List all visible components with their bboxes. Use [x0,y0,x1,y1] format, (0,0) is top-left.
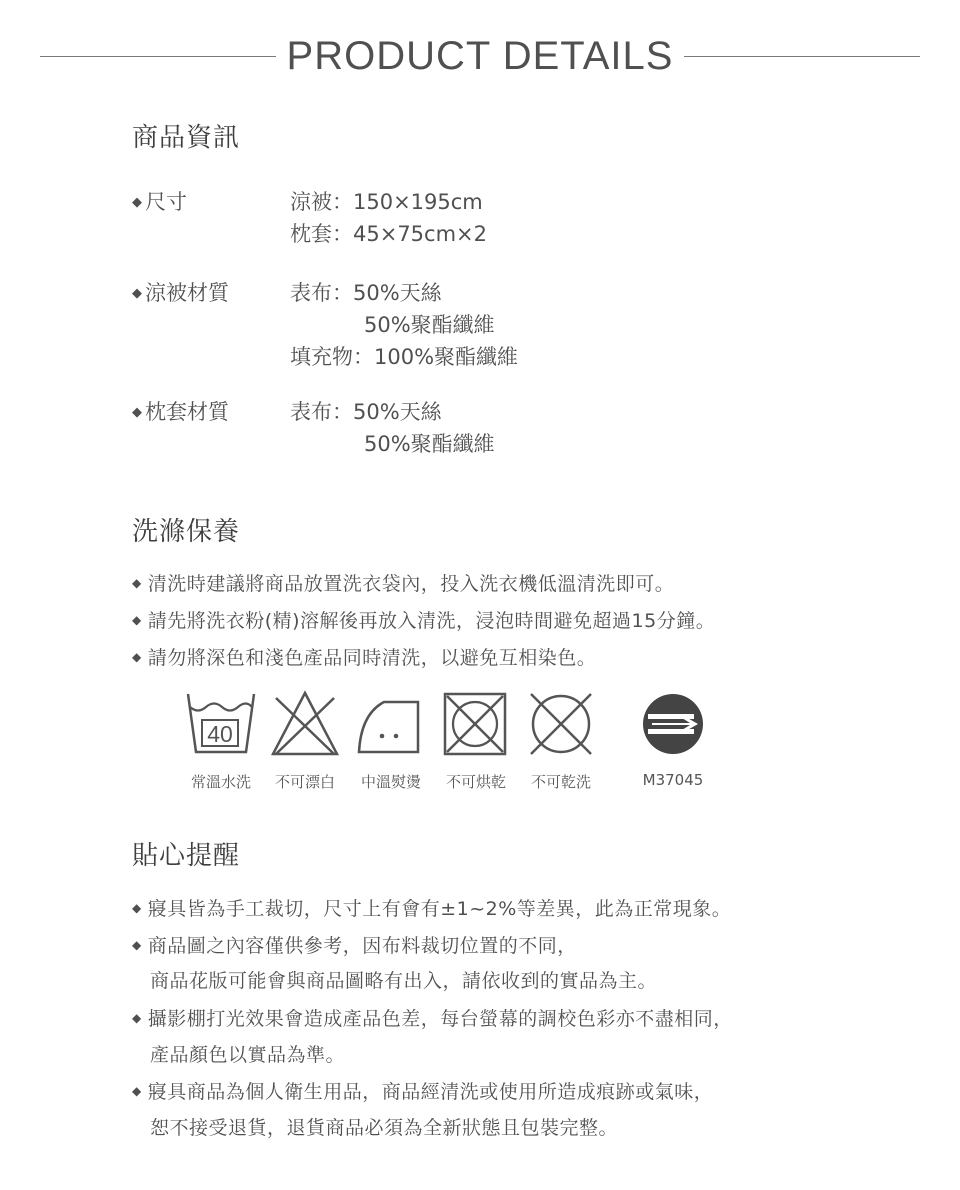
header-rule-left [40,56,276,57]
wash-40-icon [186,690,256,758]
care-label: 中溫熨燙 [360,773,421,791]
note-item: ◆ 商品圖之內容僅供參考，因布料裁切位置的不同， [132,935,577,957]
no-tumble-dry-icon [441,690,511,758]
diamond-bullet-icon: ◆ [132,286,142,301]
diamond-bullet-icon: ◆ [132,195,142,210]
spec-label-size: ◆ 尺寸 [132,190,187,214]
spec-value-line: 涼被：150×195cm [290,190,483,214]
note-item: ◆ 寢具皆為手工裁切，尺寸上有會有±1~2%等差異，此為正常現象。 [132,898,732,920]
spec-value-line: 50%聚酯纖維 [364,313,495,337]
diamond-bullet-icon: ◆ [132,901,142,915]
diamond-bullet-icon: ◆ [132,405,142,420]
diamond-bullet-icon: ◆ [132,650,142,664]
care-label: 常溫水洗 [190,773,251,791]
spec-value-line: 50%聚酯纖維 [364,432,495,456]
spec-value-line: 表布：50%天絲 [290,281,442,305]
note-item-continuation: 恕不接受退貨，退貨商品必須為全新狀態且包裝完整。 [150,1117,619,1139]
diamond-bullet-icon: ◆ [132,613,142,627]
spec-label-quilt-material: ◆ 涼被材質 [132,281,229,305]
washing-item: ◆ 請先將洗衣粉(精)溶解後再放入清洗，浸泡時間避免超過15分鐘。 [132,610,716,632]
diamond-bullet-icon: ◆ [132,1011,142,1025]
care-label: 不可漂白 [274,773,335,791]
notes-heading: 貼心提醒 [132,841,241,871]
iron-medium-icon [356,690,426,758]
note-item: ◆ 攝影棚打光效果會造成產品色差，每台螢幕的調校色彩亦不盡相同， [132,1008,733,1030]
diamond-bullet-icon: ◆ [132,576,142,590]
product-info-heading: 商品資訊 [132,123,241,153]
diamond-bullet-icon: ◆ [132,1084,142,1098]
note-item: ◆ 寢具商品為個人衛生用品，商品經清洗或使用所造成痕跡或氣味， [132,1081,714,1103]
spec-value-line: 填充物：100%聚酯纖維 [290,345,519,369]
washing-item: ◆ 請勿將深色和淺色產品同時清洗，以避免互相染色。 [132,647,597,669]
spec-value-line: 枕套：45×75cm×2 [290,222,487,246]
care-label: M37045 [642,771,704,789]
note-item-continuation: 商品花版可能會與商品圖略有出入，請依收到的實品為主。 [150,970,658,992]
page-header [40,30,920,86]
washing-item: ◆ 清洗時建議將商品放置洗衣袋內，投入洗衣機低溫清洗即可。 [132,573,675,595]
diamond-bullet-icon: ◆ [132,938,142,952]
care-label: 不可烘乾 [445,773,506,791]
note-item-continuation: 產品顏色以實品為準。 [150,1044,346,1066]
care-label: 不可乾洗 [530,773,591,791]
page-title: PRODUCT DETAILS [286,34,674,78]
no-dry-clean-icon [526,690,596,758]
washing-heading: 洗滌保養 [132,517,241,547]
no-bleach-icon [270,690,340,758]
spec-label-pillowcase-material: ◆ 枕套材質 [132,400,229,424]
spec-value-line: 表布：50%天絲 [290,400,442,424]
svg-text:40: 40 [207,721,233,747]
bsmi-mark-icon [638,690,708,758]
header-rule-right [684,56,920,57]
